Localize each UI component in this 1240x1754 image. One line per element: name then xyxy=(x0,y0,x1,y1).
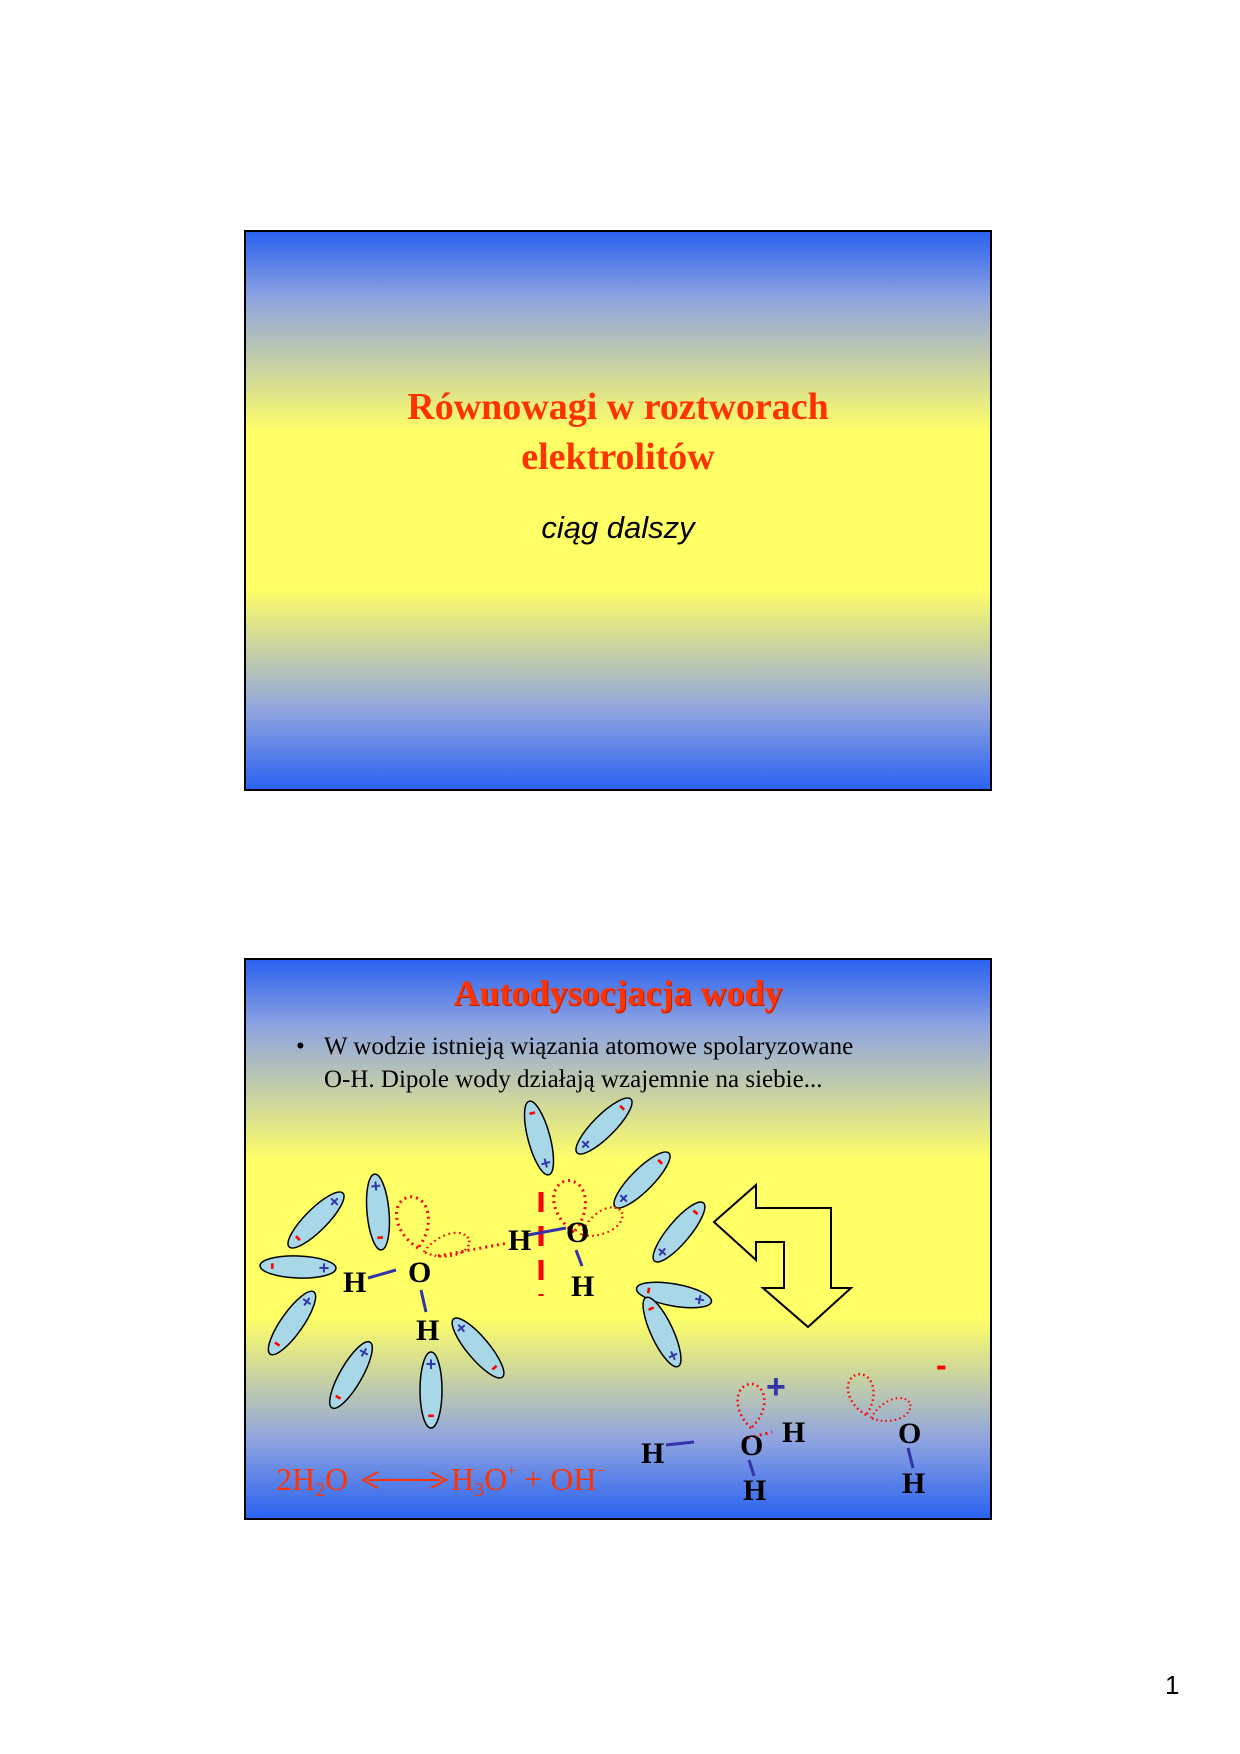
bullet-text-line2: O-H. Dipole wody działają wzajemnie na siebie... xyxy=(324,1066,823,1093)
slide-subtitle: ciąg dalszy xyxy=(541,510,695,545)
water-dipole-diagram: - + O H H O H H O H H H + O H - 2H2O H3O+ + OH− xyxy=(240,920,947,1507)
atom-oxygen: O xyxy=(740,1429,764,1462)
atom-hydrogen: H xyxy=(343,1266,367,1299)
water-molecule-right xyxy=(508,1178,627,1303)
title-slide xyxy=(244,230,992,791)
atom-hydrogen: H xyxy=(743,1474,767,1507)
page-number: 1 xyxy=(1165,1670,1180,1700)
atom-hydrogen: H xyxy=(416,1314,440,1347)
autodissociation-slide xyxy=(240,920,992,1520)
equation-lhs: 2H2O xyxy=(276,1461,349,1501)
dipole xyxy=(569,1090,640,1161)
dipole xyxy=(607,1144,678,1215)
atom-oxygen: O xyxy=(566,1216,590,1249)
dipole-molecules-left xyxy=(258,1173,512,1430)
slide-title-line1: Równowagi w roztworach xyxy=(407,386,829,428)
bullet-text-line1: W wodzie istnieją wiązania atomowe spolaryzowane xyxy=(324,1033,854,1060)
atom-hydrogen: H xyxy=(508,1224,532,1257)
plus-charge: + xyxy=(766,1368,786,1406)
atom-hydrogen: H xyxy=(641,1437,665,1470)
atom-hydrogen: H xyxy=(902,1467,926,1500)
dissociation-equation xyxy=(276,1461,606,1501)
hydroxide-ion xyxy=(845,1347,947,1500)
dipole xyxy=(260,1286,323,1363)
atom-oxygen: O xyxy=(408,1256,432,1289)
dipole xyxy=(420,1352,442,1430)
atom-hydrogen: H xyxy=(782,1416,806,1449)
minus-charge: - xyxy=(936,1347,947,1383)
slide-title-line2: elektrolitów xyxy=(521,436,715,478)
hydronium-ion xyxy=(641,1368,805,1507)
bullet-symbol: • xyxy=(296,1033,305,1060)
slide-title: Autodysocjacja wody xyxy=(453,973,783,1013)
hydrogen-bond xyxy=(438,1243,508,1256)
equation-rhs: H3O+ + OH− xyxy=(451,1461,606,1501)
dipole xyxy=(321,1337,379,1416)
dipole xyxy=(646,1194,713,1268)
equation-arrow xyxy=(363,1472,446,1488)
atom-hydrogen: H xyxy=(571,1270,595,1303)
reaction-arrow xyxy=(714,1185,851,1327)
dipole xyxy=(518,1097,559,1178)
dipole xyxy=(445,1312,512,1386)
atom-oxygen: O xyxy=(898,1417,922,1450)
dipole xyxy=(280,1185,351,1256)
dipole xyxy=(258,1255,337,1280)
dipole xyxy=(364,1173,393,1253)
